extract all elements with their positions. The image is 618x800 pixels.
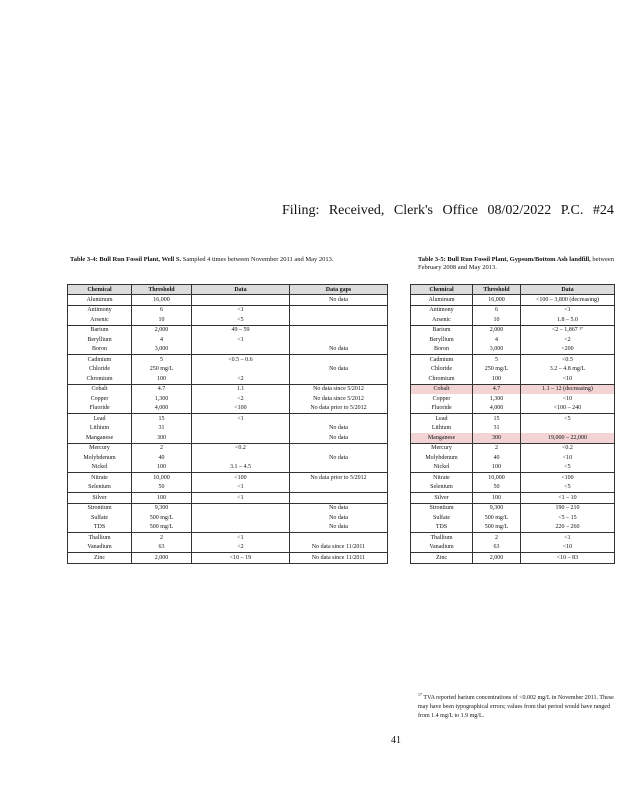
tbl-left-cell: 10 bbox=[132, 315, 192, 325]
tbl-right-cell: 63 bbox=[473, 543, 521, 553]
tbl-left-cell: 6 bbox=[132, 305, 192, 315]
table-right-caption-label: Table 3-5: bbox=[418, 256, 446, 263]
tbl-right-cell: Cobalt bbox=[411, 384, 473, 394]
tbl-right-cell: 1,300 bbox=[473, 394, 521, 404]
tbl-right-cell: 1.1 – 12 (decreasing) bbox=[521, 384, 615, 394]
tbl-right-header-cell: Threshold bbox=[473, 285, 521, 295]
table-left-caption-rest: Sampled 4 times between November 2011 and May 2013. bbox=[182, 256, 334, 263]
tbl-left-cell: 3.1 – 4.5 bbox=[192, 463, 290, 473]
tbl-left-cell: No data bbox=[290, 365, 388, 375]
tbl-left-cell bbox=[290, 483, 388, 493]
tbl-left-row bbox=[68, 424, 388, 434]
tbl-left-cell: Lead bbox=[68, 414, 132, 424]
tbl-right-cell: Molybdenum bbox=[411, 453, 473, 463]
tbl-left-row bbox=[68, 325, 388, 335]
tbl-right-cell: <10 – 83 bbox=[521, 553, 615, 564]
tbl-left-header-cell: Data bbox=[192, 285, 290, 295]
tbl-left-cell: Fluoride bbox=[68, 404, 132, 414]
tbl-right-row bbox=[411, 424, 615, 434]
tbl-left-cell: <0.2 bbox=[192, 443, 290, 453]
tbl-right-cell: Thallium bbox=[411, 533, 473, 543]
footnote bbox=[418, 690, 616, 721]
tbl-right-cell: Zinc bbox=[411, 553, 473, 564]
tbl-left-cell: No data bbox=[290, 513, 388, 523]
tbl-right-cell: 2 bbox=[473, 533, 521, 543]
tbl-left-cell: <1 bbox=[192, 335, 290, 345]
tbl-left-cell: 10,000 bbox=[132, 473, 192, 483]
tbl-left-cell: No data bbox=[290, 295, 388, 306]
tbl-left-cell: No data prior to 5/2012 bbox=[290, 473, 388, 483]
tbl-right-row bbox=[411, 473, 615, 483]
tbl-right-row bbox=[411, 433, 615, 443]
tbl-left-cell: No data since 11/2011 bbox=[290, 543, 388, 553]
tbl-right-row bbox=[411, 394, 615, 404]
tbl-left-row bbox=[68, 365, 388, 375]
tbl-left-cell: 4.7 bbox=[132, 384, 192, 394]
tbl-left-header-cell: Data gaps bbox=[290, 285, 388, 295]
table-right-caption-bold: Bull Run Fossil Plant, Gypsum/Bottom Ash landfill, bbox=[447, 256, 591, 263]
tbl-left-cell: Beryllium bbox=[68, 335, 132, 345]
tbl-right-cell: 15 bbox=[473, 414, 521, 424]
tbl-left-cell: No data bbox=[290, 345, 388, 355]
tbl-left-cell: 63 bbox=[132, 543, 192, 553]
tbl-left-cell: 2 bbox=[132, 533, 192, 543]
tbl-right-cell: <200 bbox=[521, 345, 615, 355]
tbl-left-cell: No data bbox=[290, 453, 388, 463]
tbl-right-row bbox=[411, 325, 615, 335]
tbl-left-cell bbox=[290, 443, 388, 453]
tbl-right-cell: Beryllium bbox=[411, 335, 473, 345]
tbl-right-cell: 10,000 bbox=[473, 473, 521, 483]
tbl-left-cell: Lithium bbox=[68, 424, 132, 434]
tbl-right-cell: 4.7 bbox=[473, 384, 521, 394]
tbl-left-cell bbox=[290, 414, 388, 424]
tbl-left-row bbox=[68, 473, 388, 483]
tbl-right-row bbox=[411, 483, 615, 493]
tbl-left-cell: Barium bbox=[68, 325, 132, 335]
tbl-left-cell: Strontium bbox=[68, 503, 132, 513]
tbl-left-row bbox=[68, 295, 388, 306]
tbl-right-cell: 4,000 bbox=[473, 404, 521, 414]
table-left-caption-bold: Bull Run Fossil Plant, Well S. bbox=[99, 256, 182, 263]
tbl-right-cell: 50 bbox=[473, 483, 521, 493]
tbl-left-cell: Mercury bbox=[68, 443, 132, 453]
tbl-left-cell: Aluminum bbox=[68, 295, 132, 306]
tbl-right-cell: Sulfate bbox=[411, 513, 473, 523]
tbl-left-cell: <1 bbox=[192, 493, 290, 504]
tbl-left-cell: Manganese bbox=[68, 433, 132, 443]
tbl-left-cell: Sulfate bbox=[68, 513, 132, 523]
tbl-left-cell: <100 bbox=[192, 473, 290, 483]
tbl-right-cell bbox=[521, 424, 615, 434]
tbl-right-row bbox=[411, 374, 615, 384]
tbl-left-cell: Chloride bbox=[68, 365, 132, 375]
tbl-left-cell: No data since 5/2012 bbox=[290, 384, 388, 394]
tbl-left-cell: <1 bbox=[192, 483, 290, 493]
tbl-right-cell: <100 – 240 bbox=[521, 404, 615, 414]
tbl-left-cell bbox=[192, 365, 290, 375]
table-right-caption-rest: between February 2008 and May 2013. bbox=[418, 256, 615, 271]
tbl-left-cell: Zinc bbox=[68, 553, 132, 564]
tbl-left-row bbox=[68, 493, 388, 504]
tbl-right-row bbox=[411, 345, 615, 355]
tbl-right-row bbox=[411, 404, 615, 414]
tbl-left-cell: 50 bbox=[132, 483, 192, 493]
tbl-right-cell: Arsenic bbox=[411, 315, 473, 325]
tbl-right-cell: Chloride bbox=[411, 365, 473, 375]
tbl-left-cell: Vanadium bbox=[68, 543, 132, 553]
tbl-right-cell: Antimony bbox=[411, 305, 473, 315]
tbl-left-row bbox=[68, 523, 388, 533]
tbl-left-row bbox=[68, 503, 388, 513]
tbl-right-cell: Strontium bbox=[411, 503, 473, 513]
tbl-right-cell: <0.2 bbox=[521, 443, 615, 453]
tbl-left-cell: Molybdenum bbox=[68, 453, 132, 463]
tbl-right-cell: Fluoride bbox=[411, 404, 473, 414]
tbl-right-row bbox=[411, 463, 615, 473]
tbl-left-cell: No data since 11/2011 bbox=[290, 553, 388, 564]
tbl-right-cell: 220 – 260 bbox=[521, 523, 615, 533]
tbl-left-cell bbox=[290, 315, 388, 325]
tbl-right-cell: 4 bbox=[473, 335, 521, 345]
tbl-left-header-cell: Chemical bbox=[68, 285, 132, 295]
tbl-right-cell: 5 bbox=[473, 355, 521, 365]
tbl-left-cell: Boron bbox=[68, 345, 132, 355]
tbl-left-row bbox=[68, 315, 388, 325]
tbl-left-cell: 3,000 bbox=[132, 345, 192, 355]
tbl-right-row bbox=[411, 553, 615, 564]
tbl-left-cell bbox=[192, 503, 290, 513]
tbl-right-cell: 1.8 – 5.0 bbox=[521, 315, 615, 325]
tbl-left-cell: Copper bbox=[68, 394, 132, 404]
tbl-right-cell: 190 – 210 bbox=[521, 503, 615, 513]
tbl-right-cell: Cadmium bbox=[411, 355, 473, 365]
tbl-left-row bbox=[68, 483, 388, 493]
tbl-right-row bbox=[411, 305, 615, 315]
tbl-left-cell bbox=[192, 453, 290, 463]
tbl-right-cell: <5 bbox=[521, 463, 615, 473]
tbl-right-cell: <2 bbox=[521, 335, 615, 345]
tbl-right-cell: <1 bbox=[521, 533, 615, 543]
tbl-left-cell: 2,000 bbox=[132, 325, 192, 335]
tbl-right-cell: 3,000 bbox=[473, 345, 521, 355]
tbl-left-cell: <100 bbox=[192, 404, 290, 414]
tbl-right-cell: Barium bbox=[411, 325, 473, 335]
tbl-left-cell: Nickel bbox=[68, 463, 132, 473]
tbl-left-cell: TDS bbox=[68, 523, 132, 533]
tbl-left-cell bbox=[192, 433, 290, 443]
tbl-left-row bbox=[68, 453, 388, 463]
tbl-right-cell: 31 bbox=[473, 424, 521, 434]
tbl-right-cell: <0.5 bbox=[521, 355, 615, 365]
tbl-right-cell: Boron bbox=[411, 345, 473, 355]
page-number: 41 bbox=[391, 735, 401, 746]
tbl-left-row bbox=[68, 553, 388, 564]
tbl-left-cell: Cadmium bbox=[68, 355, 132, 365]
tbl-right-cell: 250 mg/L bbox=[473, 365, 521, 375]
tbl-left-cell bbox=[192, 345, 290, 355]
tbl-left-row bbox=[68, 404, 388, 414]
tbl-right-cell: 10 bbox=[473, 315, 521, 325]
tbl-left-cell: No data since 5/2012 bbox=[290, 394, 388, 404]
tbl-left-cell: 300 bbox=[132, 433, 192, 443]
tbl-left-cell: 40 bbox=[132, 453, 192, 463]
tbl-right-cell: <1 – 10 bbox=[521, 493, 615, 504]
tbl-left-cell: Silver bbox=[68, 493, 132, 504]
tbl-left-cell: <1 bbox=[192, 533, 290, 543]
tbl-right-row bbox=[411, 355, 615, 365]
tbl-right-cell: 40 bbox=[473, 453, 521, 463]
footnote-number: 17 bbox=[418, 692, 422, 697]
tbl-right-cell: 3.2 – 4.8 mg/L bbox=[521, 365, 615, 375]
tbl-right-cell: Nickel bbox=[411, 463, 473, 473]
tbl-left-cell: Thallium bbox=[68, 533, 132, 543]
tbl-left-cell bbox=[192, 513, 290, 523]
tbl-left-row bbox=[68, 345, 388, 355]
tbl-left-header-cell: Threshold bbox=[132, 285, 192, 295]
tbl-left-cell bbox=[290, 325, 388, 335]
tbl-left-cell: 1,300 bbox=[132, 394, 192, 404]
tbl-right-cell: 2,000 bbox=[473, 553, 521, 564]
tbl-left-cell: 1.1 bbox=[192, 384, 290, 394]
tbl-left-cell: 9,300 bbox=[132, 503, 192, 513]
tbl-left-row bbox=[68, 414, 388, 424]
tbl-right-cell: 100 bbox=[473, 463, 521, 473]
tbl-right-row bbox=[411, 533, 615, 543]
tbl-left-cell bbox=[192, 295, 290, 306]
tbl-right-row bbox=[411, 295, 615, 306]
tbl-left-row bbox=[68, 463, 388, 473]
tbl-right-cell: Aluminum bbox=[411, 295, 473, 306]
tbl-left-cell bbox=[290, 335, 388, 345]
tbl-right-cell: <100 – 3,800 (decreasing) bbox=[521, 295, 615, 306]
table-right-caption bbox=[418, 256, 618, 272]
tbl-right-cell: 19,000 – 22,000 bbox=[521, 433, 615, 443]
tbl-right-row bbox=[411, 315, 615, 325]
tbl-right-cell: Nitrate bbox=[411, 473, 473, 483]
filing-stamp: Filing: Received, Clerk's Office 08/02/2022 P.C. #24 bbox=[282, 203, 614, 218]
tbl-left-cell: <2 bbox=[192, 543, 290, 553]
tbl-right-cell: 6 bbox=[473, 305, 521, 315]
tbl-left-cell: 31 bbox=[132, 424, 192, 434]
tbl-left-row bbox=[68, 305, 388, 315]
tbl-left-cell: <10 – 19 bbox=[192, 553, 290, 564]
tbl-left-cell: 2 bbox=[132, 443, 192, 453]
tbl-left-cell bbox=[192, 424, 290, 434]
table-left-caption-label: Table 3-4: bbox=[70, 256, 98, 263]
tbl-left-cell: 5 bbox=[132, 355, 192, 365]
tbl-right-cell: Selenium bbox=[411, 483, 473, 493]
tbl-right-cell: 2,000 bbox=[473, 325, 521, 335]
tbl-left-row bbox=[68, 533, 388, 543]
table-right bbox=[410, 284, 615, 564]
tbl-left-cell: 500 mg/L bbox=[132, 513, 192, 523]
footnote-text: TVA reported barium concentrations of <0.002 mg/L in November 2011. These may have been typographical errors; values from that period would have ranged from 1.4 mg/L to 1.9 mg/L. bbox=[418, 695, 614, 719]
tbl-right-header-cell: Data bbox=[521, 285, 615, 295]
tbl-right-cell: 500 mg/L bbox=[473, 513, 521, 523]
tbl-right-cell: <10 bbox=[521, 394, 615, 404]
tbl-right-cell: Lead bbox=[411, 414, 473, 424]
tbl-left-cell bbox=[290, 305, 388, 315]
table-left-caption bbox=[70, 256, 370, 264]
tbl-right-header-cell: Chemical bbox=[411, 285, 473, 295]
tbl-right-cell: Vanadium bbox=[411, 543, 473, 553]
tbl-right-cell: 16,000 bbox=[473, 295, 521, 306]
tbl-left-cell bbox=[192, 523, 290, 533]
tbl-right-cell: TDS bbox=[411, 523, 473, 533]
tbl-right-row bbox=[411, 443, 615, 453]
tbl-right-row bbox=[411, 493, 615, 504]
tbl-left-cell: 15 bbox=[132, 414, 192, 424]
tbl-right-row bbox=[411, 414, 615, 424]
tbl-left-cell: No data bbox=[290, 503, 388, 513]
tbl-right-cell: 500 mg/L bbox=[473, 523, 521, 533]
tbl-left-cell bbox=[290, 463, 388, 473]
tbl-left-cell: Selenium bbox=[68, 483, 132, 493]
tbl-right-cell: Lithium bbox=[411, 424, 473, 434]
tbl-right-cell: <10 bbox=[521, 374, 615, 384]
table-left bbox=[67, 284, 388, 564]
tbl-left-row bbox=[68, 433, 388, 443]
tbl-left-cell: 4,000 bbox=[132, 404, 192, 414]
tbl-right-cell: Chromium bbox=[411, 374, 473, 384]
tbl-left-cell: No data bbox=[290, 523, 388, 533]
tbl-left-cell: No data bbox=[290, 424, 388, 434]
tbl-left-cell bbox=[290, 533, 388, 543]
tbl-left-cell: 4 bbox=[132, 335, 192, 345]
tbl-left-cell: <0.5 – 0.6 bbox=[192, 355, 290, 365]
tbl-left-cell: <2 bbox=[192, 394, 290, 404]
tbl-right-row bbox=[411, 384, 615, 394]
tbl-right-cell: <2 – 1,867 ¹⁷ bbox=[521, 325, 615, 335]
tbl-left-cell: Nitrate bbox=[68, 473, 132, 483]
tbl-right-cell: <5 bbox=[521, 414, 615, 424]
tbl-left-cell: Antimony bbox=[68, 305, 132, 315]
tbl-left-cell: Arsenic bbox=[68, 315, 132, 325]
tbl-left-cell: <1 bbox=[192, 305, 290, 315]
tbl-right-cell: 100 bbox=[473, 493, 521, 504]
tbl-left-cell bbox=[290, 493, 388, 504]
tbl-right-row bbox=[411, 335, 615, 345]
tbl-left-cell: 100 bbox=[132, 374, 192, 384]
tbl-left-cell: 16,000 bbox=[132, 295, 192, 306]
tbl-left-row bbox=[68, 355, 388, 365]
tbl-right-row bbox=[411, 365, 615, 375]
tbl-left-row bbox=[68, 443, 388, 453]
tbl-left-row bbox=[68, 384, 388, 394]
tbl-left-cell: <1 bbox=[192, 414, 290, 424]
tbl-left-cell: No data bbox=[290, 433, 388, 443]
tbl-left-row bbox=[68, 513, 388, 523]
tbl-left-row bbox=[68, 394, 388, 404]
tbl-right-row bbox=[411, 523, 615, 533]
tbl-right-row bbox=[411, 453, 615, 463]
tbl-left-cell: 500 mg/L bbox=[132, 523, 192, 533]
tbl-left-cell: 2,000 bbox=[132, 553, 192, 564]
tbl-right-cell: Manganese bbox=[411, 433, 473, 443]
tbl-right-cell: <1 bbox=[521, 305, 615, 315]
tbl-left-cell: <5 bbox=[192, 315, 290, 325]
tbl-left-row bbox=[68, 335, 388, 345]
tbl-left-cell: 49 – 59 bbox=[192, 325, 290, 335]
tbl-left-cell bbox=[290, 355, 388, 365]
tbl-left-cell: 250 mg/L bbox=[132, 365, 192, 375]
tbl-left-cell: Chromium bbox=[68, 374, 132, 384]
tbl-left-cell: Cobalt bbox=[68, 384, 132, 394]
tbl-right-row bbox=[411, 513, 615, 523]
tbl-left-cell: 100 bbox=[132, 493, 192, 504]
tbl-left-cell bbox=[290, 374, 388, 384]
tbl-right-cell: <10 bbox=[521, 543, 615, 553]
tbl-right-row bbox=[411, 543, 615, 553]
tbl-right-cell: Copper bbox=[411, 394, 473, 404]
tbl-right-cell: 100 bbox=[473, 374, 521, 384]
tbl-right-cell: <100 bbox=[521, 473, 615, 483]
tbl-left-cell: <2 bbox=[192, 374, 290, 384]
tbl-right-cell: 300 bbox=[473, 433, 521, 443]
tbl-right-cell: 9,300 bbox=[473, 503, 521, 513]
tbl-right-row bbox=[411, 503, 615, 513]
tbl-right-cell: Silver bbox=[411, 493, 473, 504]
tbl-right-cell: 2 bbox=[473, 443, 521, 453]
tbl-right-cell: <10 bbox=[521, 453, 615, 463]
tbl-right-cell: <5 bbox=[521, 483, 615, 493]
tbl-left-row bbox=[68, 543, 388, 553]
tbl-right-cell: <5 – 15 bbox=[521, 513, 615, 523]
tbl-right-cell: Mercury bbox=[411, 443, 473, 453]
tbl-left-row bbox=[68, 374, 388, 384]
tbl-left-cell: No data prior to 5/2012 bbox=[290, 404, 388, 414]
tbl-left-cell: 100 bbox=[132, 463, 192, 473]
